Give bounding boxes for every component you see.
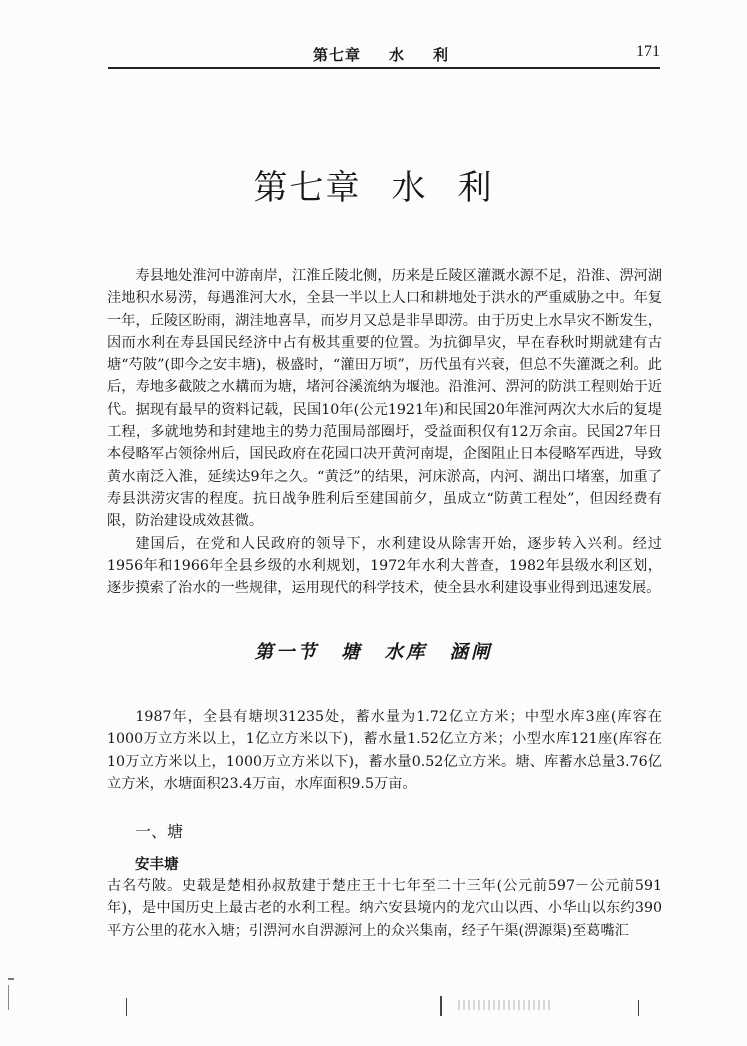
stats-paragraph: 1987年，全县有塘坝31235处，蓄水量为1.72亿立方米；中型水库3座(库容在1000万立方米以上，1亿立方米以下)，蓄水量1.52亿立方米；小型水库121座(库容在10万立方米以上，1000万立方米以下)，蓄水量0.52亿立方米。塘、库蓄水总量3.76亿立方米，水塘面积23.4万亩，水库面积9.5万亩。 xyxy=(107,709,662,792)
scan-tick xyxy=(638,1000,639,1016)
entry-title: 安丰塘 xyxy=(135,857,179,873)
intro-paragraph-1: 寿县地处淮河中游南岸，江淮丘陵北侧，历来是丘陵区灌溉水源不足，沿淮、淠河湖洼地积水易涝，每遇淮河大水，全县一半以上人口和耕地处于洪水的严重威胁之中。年复一年，丘陵区盼雨，湖洼地喜旱，而岁月又总是非旱即涝。由于历史上水旱灾不断发生，因而水利在寿县国民经济中占有极其重要的位置。为抗御旱灾，早在春秋时期就建有古塘“芍陂”(即今之安丰塘)，极盛时，“灌田万顷”，历代虽有兴衰，但总不失灌溉之利。此后，寿地多截陂之水耩而为塘，堵河谷溪流纳为堰池。沿淮河、淠河的防洪工程则始于近代。据现有最早的资料记载，民国10年(公元1921年)和民国20年淮河两次大水后的复堤工程，多就地势和封建地主的势力范围局部圈圩，受益面积仅有12万余亩。民国27年日本侵略军占领徐州后，国民政府在花园口决开黄河南堤，企图阻止日本侵略军西进，导致黄水南泛入淮，延续达9年之久。“黄泛”的结果，河床淤高，内河、湖出口堵塞，加重了寿县洪涝灾害的程度。抗日战争胜利后至建国前夕，虽成立“防黄工程处”，但因经费有限，防治建设成效甚微。 xyxy=(107,268,662,530)
intro-paragraph-2: 建国后，在党和人民政府的领导下，水利建设从除害开始，逐步转入兴利。经过1956年和1966年全县乡级的水利规划，1972年水利大普查，1982年县级水利区划，逐步摸索了治水的一些规律，运用现代的科学技术，使全县水利建设事业得到迅速发展。 xyxy=(107,535,662,597)
scan-edge-mark xyxy=(8,978,14,980)
scan-artifacts xyxy=(0,990,747,1020)
section-title: 第一节 塘 水库 涵闸 xyxy=(254,642,493,663)
scan-smudge xyxy=(458,1000,553,1010)
entry-paragraph: 古名芍陂。史载是楚相孙叔敖建于楚庄王十七年至二十三年(公元前597－公元前591年)，是中国历史上最古老的水利工程。纳六安县境内的龙穴山以西、小华山以东约390平方公里的花水入塘；引淠河水自淠源河上的众兴集南，经子午渠(淠源渠)至葛嘴汇 xyxy=(107,878,662,939)
scan-tick xyxy=(126,998,127,1016)
header-chapter-title: 第七章 水 利 xyxy=(313,46,450,64)
entry-text xyxy=(107,875,662,942)
scan-tick xyxy=(440,996,442,1016)
header-rule xyxy=(108,67,660,69)
sub-heading: 一、塘 xyxy=(135,822,184,841)
stats-text xyxy=(107,706,662,795)
scan-edge-line xyxy=(8,985,9,1010)
page-number: 171 xyxy=(636,43,660,60)
running-header xyxy=(108,38,660,68)
chapter-title: 第七章 水 利 xyxy=(253,168,494,208)
intro-text xyxy=(107,265,662,599)
